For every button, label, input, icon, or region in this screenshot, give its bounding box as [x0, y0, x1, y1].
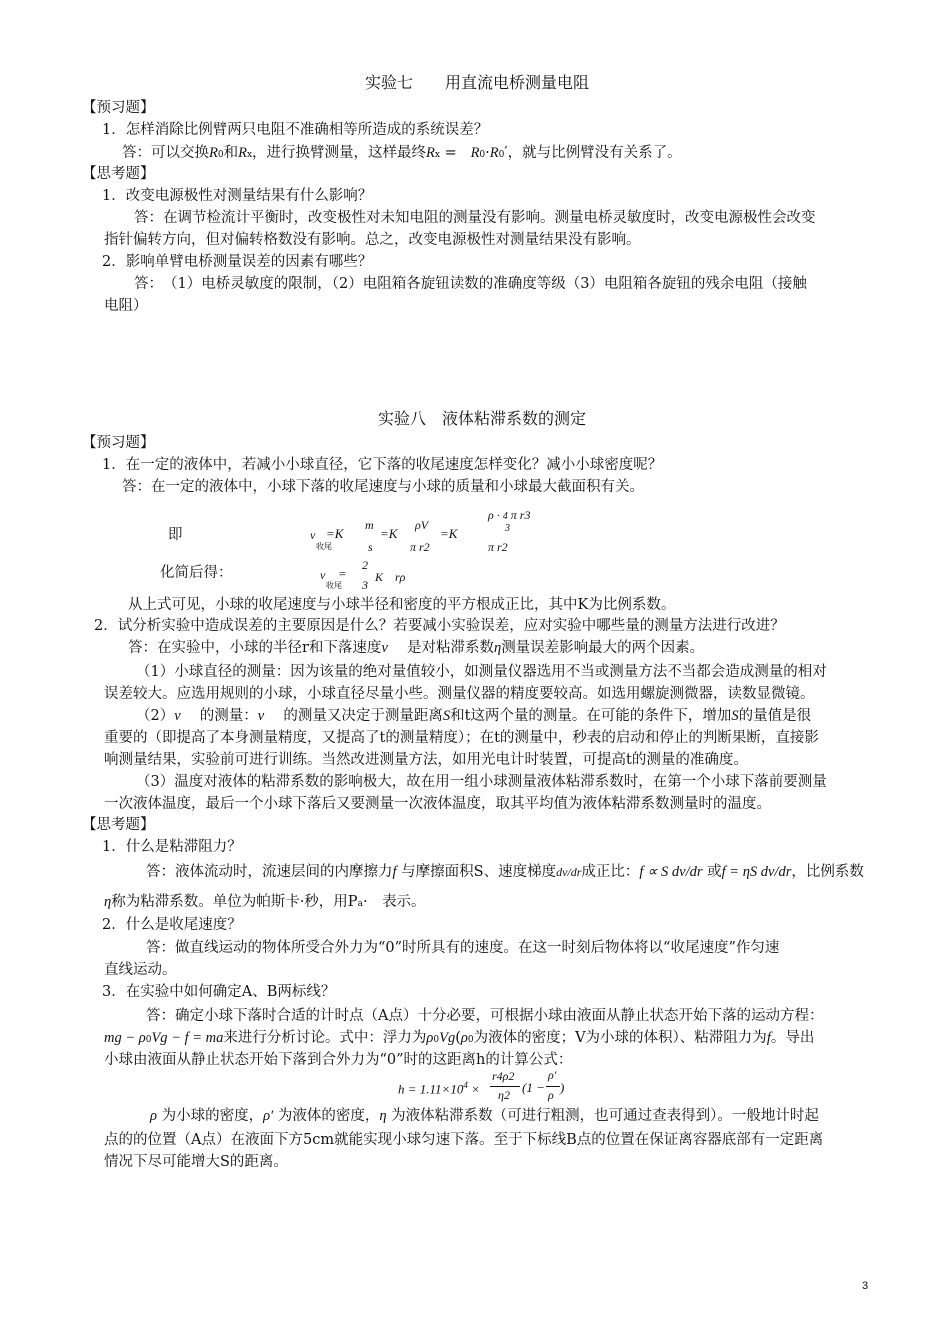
exp7-t2-answer-l1: 答： （1）电桥灵敏度的限制，（2）电阻箱各旋钮读数的准确度等级（3）电阻箱各旋钮的残余电阻（接触 — [134, 276, 807, 292]
exp8-p2-l2: 重要的（即提高了本身测量精度，又提高了t的测量精度）；在t的测量中，秒表的启动和停止的判断果断，直接影 — [104, 730, 819, 746]
exp8-simplify: 化简后得： — [160, 565, 233, 581]
exp8-p1-l2: 误差较大。应选用规则的小球，小球直径尽量小些。测量仪器的精度要较高。如选用螺旋测微器，读数显微镜。 — [104, 686, 815, 702]
exp7-think-header: 【思考题】 — [82, 166, 155, 182]
exp8-p2-l1: （2）v 的测量：v 的测量又决定于测量距离S和t这两个量的测量。在可能的条件下，增加S的量值是很 — [136, 708, 812, 724]
exp7-title: 实验七 用直流电桥测量电阻 — [365, 73, 590, 92]
exp8-t2-answer-l1: 答：做直线运动的物体所受合外力为“0”时所具有的速度。在这一时刻后物体将以“收尾速度”作匀速 — [146, 940, 780, 956]
exp8-p1-l1: （1）小球直径的测量：因为该量的绝对量值较小，如测量仪器选用不当或测量方法不当都会造成测量的相对 — [136, 664, 827, 680]
exp8-q1-answer: 答：在一定的液体中，小球下落的收尾速度与小球的质量和小球最大截面积有关。 — [122, 479, 644, 495]
exp8-t3-answer-l1: 答：确定小球下落时合适的计时点（A点）十分必要，可根据小球由液面从静止状态开始下落的运动方程： — [146, 1008, 824, 1024]
exp8-t1-answer-l2: η称为粘滞系数。单位为帕斯卡·秒，用Pa· 表示。 — [104, 894, 426, 910]
page-number: 3 — [862, 1280, 869, 1292]
exp8-t3: 3．在实验中如何确定A、B两标线？ — [102, 984, 336, 1000]
exp8-t3-answer-l2: mg − ρ0Vg − f = ma来进行分析讨论。式中：浮力为ρ0Vg(ρ0为液体的密度；V为小球的体积）、粘滞阻力为f。导出 — [104, 1030, 815, 1046]
exp8-t3-answer-l4: ρ 为小球的密度，ρ′ 为液体的密度，η 为液体粘滞系数（可进行粗测，也可通过查表得到）。一般地计时起 — [150, 1108, 819, 1124]
exp8-t3-answer-l3: 小球由液面从静止状态开始下落到合外力为“0”时的这距离h的计算公式： — [104, 1052, 573, 1068]
exp7-a1: 答：可以交换R0和Rx，进行换臂测量，这样最终Rx = R0·R0′，就与比例臂没有关系了。 — [122, 145, 682, 161]
exp8-preview-header: 【预习题】 — [82, 435, 155, 451]
exp8-t3-answer-l6: 情况下尽可能增大S的距离。 — [104, 1154, 288, 1170]
exp7-t2: 2．影响单臂电桥测量误差的因素有哪些？ — [102, 254, 373, 270]
exp7-q1: 1．怎样消除比例臂两只电阻不准确相等所造成的系统误差？ — [102, 122, 489, 138]
exp7-t2-answer-l2: 电阻） — [104, 298, 148, 314]
exp8-conclusion: 从上式可见，小球的收尾速度与小球半径和密度的平方根成正比，其中K为比例系数。 — [128, 597, 676, 613]
exp8-t2-answer-l2: 直线运动。 — [104, 962, 177, 978]
exp8-t1: 1．什么是粘滞阻力？ — [102, 839, 242, 855]
exp8-t3-answer-l5: 点的的位置（A点）在液面下方5cm就能实现小球匀速下落。至于下标线B点的位置在保证离容器底部有一定距离 — [104, 1132, 824, 1148]
exp8-q1: 1．在一定的液体中，若减小小球直径，它下落的收尾速度怎样变化？减小小球密度呢？ — [102, 457, 663, 473]
exp8-t1-answer-l1: 答：液体流动时，流速层间的内摩擦力f 与摩擦面积S、速度梯度dv/dr成正比：f ∝ S dv/dr 或f = ηS dv/dr，比例系数 — [146, 864, 864, 880]
exp8-q2: 2．试分析实验中造成误差的主要原因是什么？若要减小实验误差，应对实验中哪些量的测量方法进行改进？ — [94, 618, 785, 634]
exp8-p3-l2: 一次液体温度，最后一个小球下落后又要测量一次液体温度，取其平均值为液体粘滞系数测量时的温度。 — [104, 796, 771, 812]
exp8-p3-l1: （3）温度对液体的粘滞系数的影响极大，故在用一组小球测量液体粘滞系数时，在第一个小球下落前要测量 — [136, 774, 827, 790]
exp7-t1-answer-l2: 指针偏转方向，但对偏转格数没有影响。总之，改变电源极性对测量结果没有影响。 — [104, 232, 641, 248]
document-page: 实验七 用直流电桥测量电阻 【预习题】 1．怎样消除比例臂两只电阻不准确相等所造成的系统误差？ 答：可以交换R0和Rx，进行换臂测量，这样最终Rx = R0·R0′，就与比例臂没有关系了。 【思考题】 1．改变电源极性对测量结果有什么影响？ 答：在调节检流计平衡时，改变极性对未知电阻的测量没有影响。测量电桥灵敏度时，改变电源极性会改变 指针偏转方向，但对偏转格数没有影响。总之，改变电源极性对测量结果没有影响。 2．影响单臂电桥测量误差的因素有哪些？ 答： （1）电桥灵敏度的限制，（2）电阻箱各旋钮读数的准确度等级（3）电阻箱各旋钮的残余电阻（接触 电阻） 实验八 液体粘滞系数的测定 【预习题】 1．在一定的液体中，若减小小球直径，它下落的收尾速度怎样变化？减小小球密度呢？ 答：在一定的液体中，小球下落的收尾速度与小球的质量和小球最大截面积有关。 即 v 收尾 =K m s =K ρV π r2 =K ρ · 4 π r3 3 π r2 化简后得： v 收尾 = 2 3 K rρ 从上式可见，小球的收尾速度与小球半径和密度的平方根成正比，其中K为比例系数。 2．试分析实验中造成误差的主要原因是什么？若要减小实验误差，应对实验中哪些量的测量方法进行改进？ 答：在实验中，小球的半径r和下落速度v 是对粘滞系数η测量误差影响最大的两个因素。 （1）小球直径的测量：因为该量的绝对量值较小，如测量仪器选用不当或测量方法不当都会造成测量的相对 误差较大。应选用规则的小球，小球直径尽量小些。测量仪器的精度要较高。如选用螺旋测微器，读数显微镜。 （2）v 的测量：v 的测量又决定于测量距离S和t这两个量的测量。在可能的条件下，增加S的量值是很 重要的（即提高了本身测量精度，又提高了t的测量精度）；在t的测量中，秒表的启动和停止的判断果断，直接影 响测量结果，实验前可进行训练。当然改进测量方法，如用光电计时装置，可提高t的测量的准确度。 （3）温度对液体的粘滞系数的影响极大，故在用一组小球测量液体粘滞系数时，在第一个小球下落前要测量 一次液体温度，最后一个小球下落后又要测量一次液体温度，取其平均值为液体粘滞系数测量时的温度。 【思考题】 1．什么是粘滞阻力？ 答：液体流动时，流速层间的内摩擦力f 与摩擦面积S、速度梯度dv/dr成正比：f ∝ S dv/dr 或f = ηS dv/dr，比例系数 η称为粘滞系数。单位为帕斯卡·秒，用Pa· 表示。 2．什么是收尾速度？ 答：做直线运动的物体所受合外力为“0”时所具有的速度。在这一时刻后物体将以“收尾速度”作匀速 直线运动。 3．在实验中如何确定A、B两标线？ 答：确定小球下落时合适的计时点（A点）十分必要，可根据小球由液面从静止状态开始下落的运动方程： mg − ρ0Vg − f = ma来进行分析讨论。式中：浮力为ρ0Vg(ρ0为液体的密度；V为小球的体积）、粘滞阻力为f。导出 小球由液面从静止状态开始下落到合外力为“0”时的这距离h的计算公式： $h = 1.11\times 10^4$ × r4ρ2 η2 (1 − ρ′ ρ ) ρ 为小球的密度，ρ′ 为液体的密度，η 为液体粘滞系数（可进行粗测，也可通过查表得到）。一般地计时起 点的的位置（A点）在液面下方5cm就能实现小球匀速下落。至于下标线B点的位置在保证离容器底部有一定距离 情况下尽可能增大S的距离。 3 — [82, 73, 869, 1292]
exp8-think-header: 【思考题】 — [82, 817, 155, 833]
exp8-title: 实验八 液体粘滞系数的测定 — [378, 409, 587, 428]
exp7-t1: 1．改变电源极性对测量结果有什么影响？ — [102, 188, 373, 204]
exp8-q2-answer: 答：在实验中，小球的半径r和下落速度v 是对粘滞系数η测量误差影响最大的两个因素。 — [128, 640, 705, 656]
exp8-t2: 2．什么是收尾速度？ — [102, 917, 242, 933]
exp7-preview-header: 【预习题】 — [82, 100, 155, 116]
exp8-p2-l3: 响测量结果，实验前可进行训练。当然改进测量方法，如用光电计时装置，可提高t的测量的准确度。 — [104, 752, 748, 768]
exp8-ji: 即 — [168, 527, 183, 543]
exp7-t1-answer-l1: 答：在调节检流计平衡时，改变极性对未知电阻的测量没有影响。测量电桥灵敏度时，改变电源极性会改变 — [134, 210, 816, 226]
